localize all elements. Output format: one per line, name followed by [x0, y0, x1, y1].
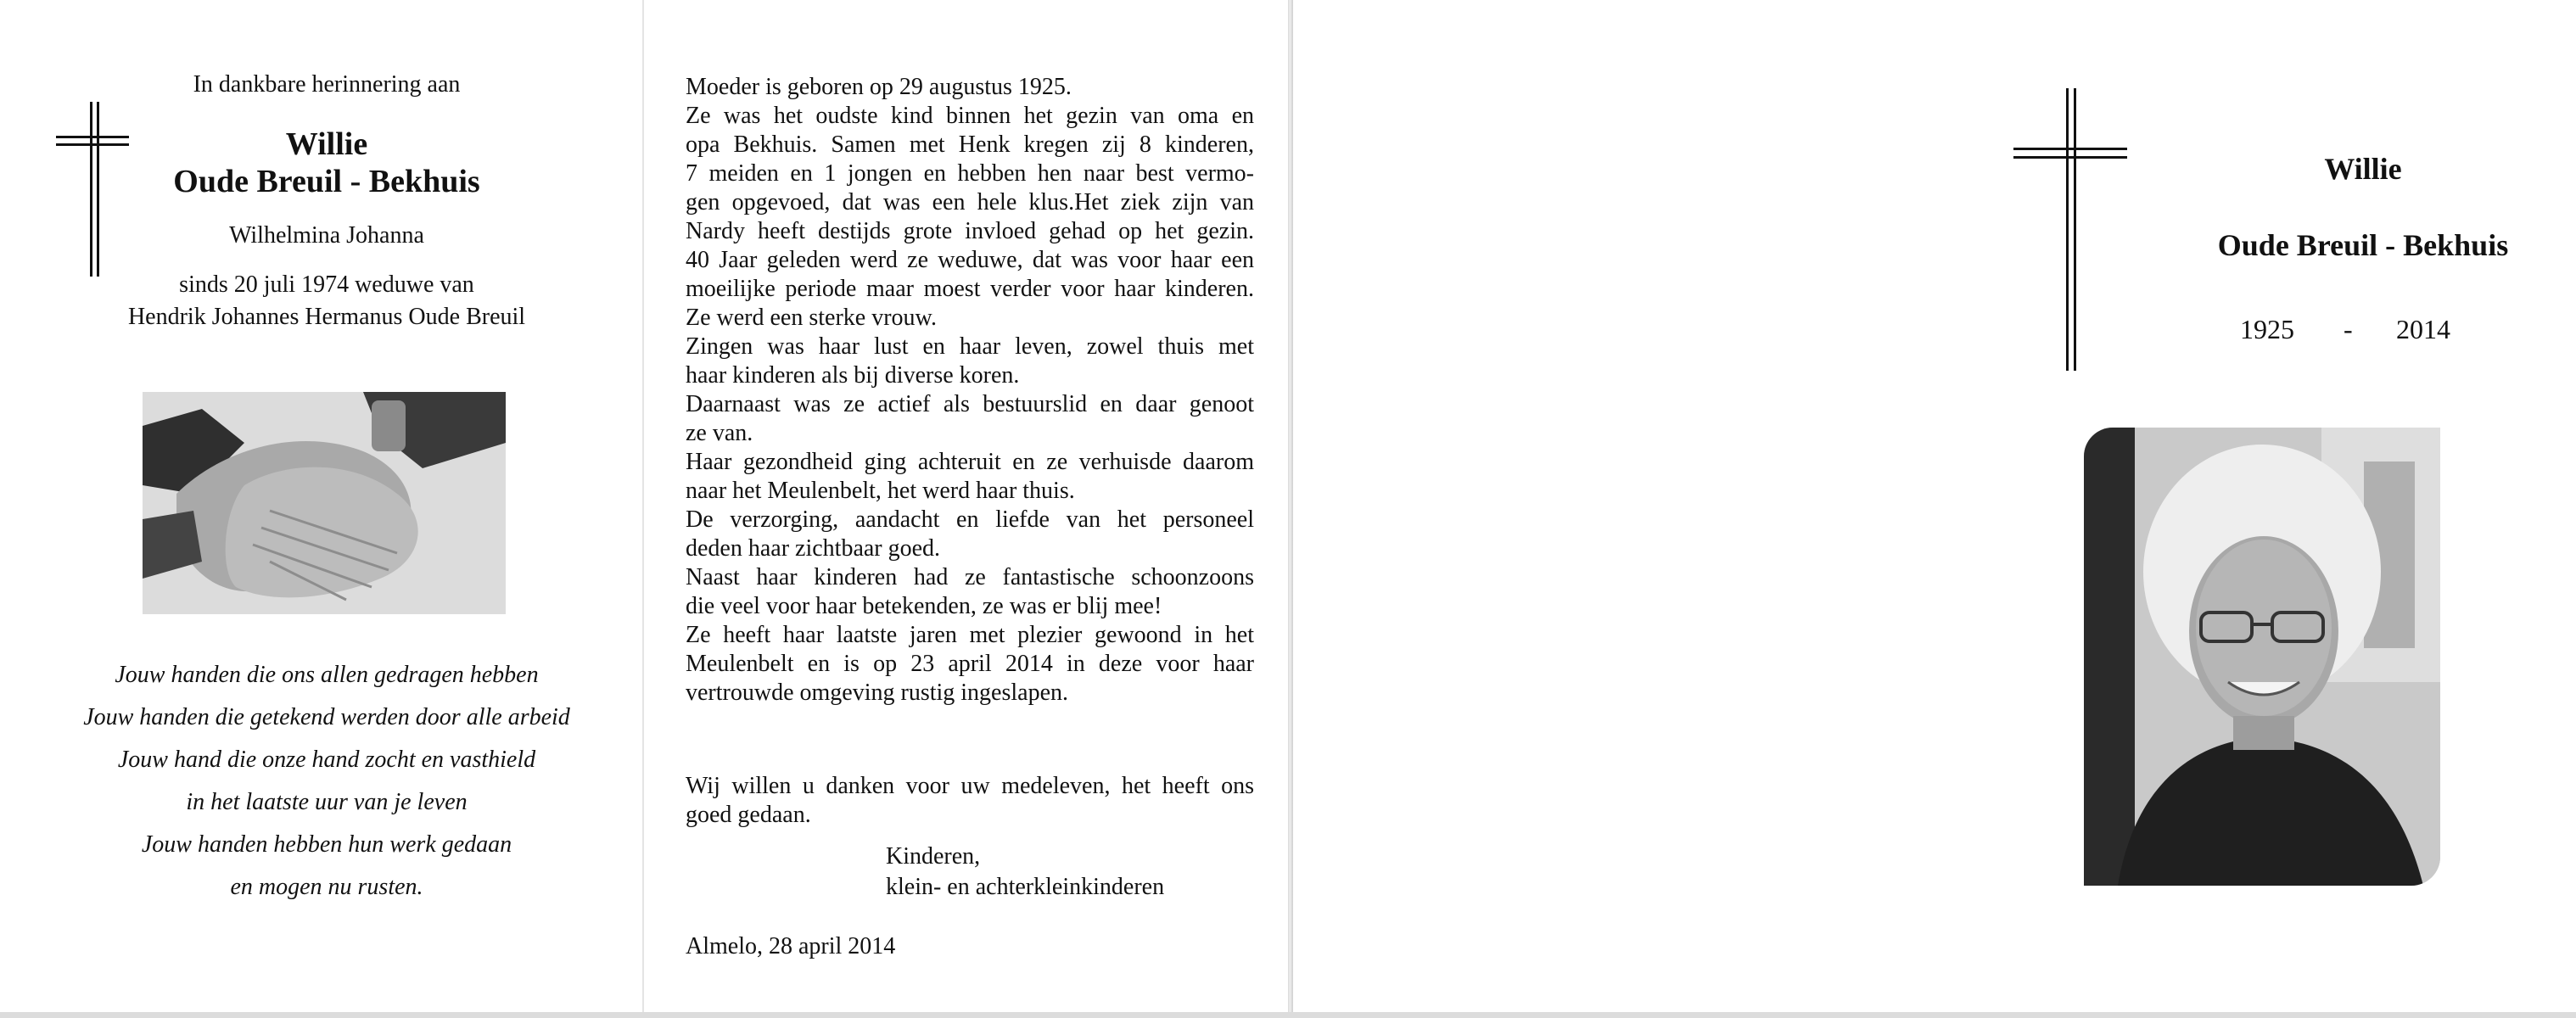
- story-line: De verzorging, aandacht en liefde van het personeel: [686, 506, 1254, 533]
- place-date: Almelo, 28 april 2014: [686, 933, 896, 959]
- story-line: 40 Jaar geleden werd ze weduwe, dat was voor haar een: [686, 247, 1254, 273]
- story-line: Meulenbelt en is op 23 april 2014 in deze voor haar: [686, 651, 1254, 677]
- story-line: Ze heeft haar laatste jaren met plezier gewoond in het: [686, 622, 1254, 648]
- cover-last-name: Oude Breuil - Bekhuis: [2217, 228, 2509, 262]
- given-names: Wilhelmina Johanna: [229, 222, 424, 249]
- story-line: Moeder is geboren op 29 augustus 1925.: [686, 74, 1072, 100]
- deceased-last-name: Oude Breuil - Bekhuis: [173, 164, 480, 199]
- story-line: Zingen was haar lust en haar leven, zowel thuis met: [686, 333, 1254, 360]
- story-line: ze van.: [686, 420, 753, 446]
- story-line: Daarnaast was ze actief als bestuurslid en daar genoot: [686, 391, 1254, 417]
- story-line: deden haar zichtbaar goed.: [686, 535, 941, 562]
- poem-line-4: in het laatste uur van je leven: [186, 789, 468, 815]
- deceased-first-name: Willie: [285, 126, 368, 162]
- story-line: Nardy heeft destijds grote invloed gehad op het gezin.: [686, 218, 1254, 244]
- story-line: haar kinderen als bij diverse koren.: [686, 362, 1020, 389]
- story-line: opa Bekhuis. Samen met Henk kregen zij 8 kinderen,: [686, 131, 1254, 158]
- story-line: 7 meiden en 1 jongen en hebben hen naar best vermo-: [686, 160, 1254, 187]
- portrait-photo: [2084, 428, 2440, 886]
- cross-icon: [2013, 88, 2127, 371]
- poem-line-1: Jouw handen die ons allen gedragen hebben: [115, 662, 539, 688]
- card-fold: [1288, 0, 1293, 1018]
- poem-line-2: Jouw handen die getekend werden door alle arbeid: [83, 704, 570, 730]
- scan-edge: [0, 1012, 2576, 1018]
- life-story-text: [686, 73, 1254, 708]
- death-year: 2014: [2396, 314, 2450, 344]
- page-crease: [642, 0, 644, 1018]
- story-line: Naast haar kinderen had ze fantastische schoonzoons: [686, 564, 1254, 590]
- thanks-line: Wij willen u danken voor uw medeleven, het heeft ons: [686, 773, 1254, 799]
- story-line: moeilijke periode maar moest verder voor haar kinderen.: [686, 276, 1254, 302]
- signoff-grandchildren: klein- en achterkleinkinderen: [886, 874, 1165, 900]
- folded-hands-photo: [143, 392, 506, 614]
- thanks-text: [686, 772, 1254, 830]
- intro-text: In dankbare herinnering aan: [193, 71, 461, 98]
- story-line: Haar gezondheid ging achteruit en ze verhuisde daarom: [686, 449, 1254, 475]
- thanks-line: goed gedaan.: [686, 802, 811, 828]
- story-line: Ze werd een sterke vrouw.: [686, 305, 937, 331]
- story-line: Ze was het oudste kind binnen het gezin van oma en: [686, 103, 1254, 129]
- cover-first-name: Willie: [2324, 152, 2402, 186]
- poem-line-6: en mogen nu rusten.: [230, 874, 423, 900]
- poem-line-5: Jouw handen hebben hun werk gedaan: [141, 831, 512, 858]
- year-dash: -: [2344, 314, 2353, 344]
- story-line: naar het Meulenbelt, het werd haar thuis.: [686, 478, 1075, 504]
- spouse-name: Hendrik Johannes Hermanus Oude Breuil: [127, 304, 526, 330]
- story-line: vertrouwde omgeving rustig ingeslapen.: [686, 680, 1069, 706]
- birth-year: 1925: [2240, 314, 2294, 344]
- poem-line-3: Jouw hand die onze hand zocht en vasthield: [117, 747, 536, 773]
- signoff-children: Kinderen,: [886, 843, 981, 870]
- story-line: gen opgevoed, dat was een hele klus.Het ziek zijn van: [686, 189, 1254, 215]
- story-line: die veel voor haar betekenden, ze was er blij mee!: [686, 593, 1162, 619]
- widow-line: sinds 20 juli 1974 weduwe van: [179, 271, 474, 298]
